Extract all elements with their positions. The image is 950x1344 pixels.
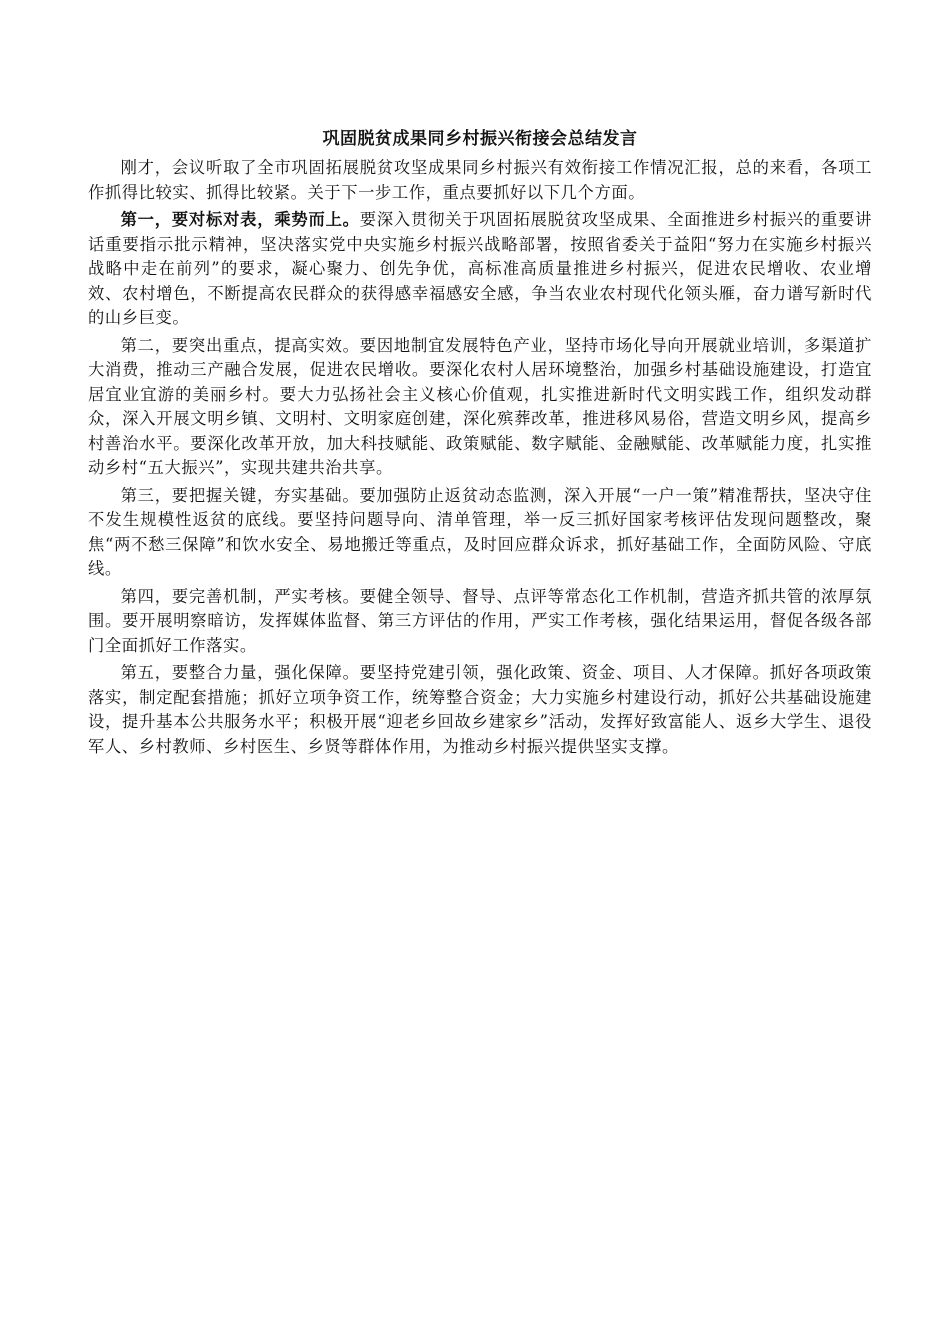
paragraph-fifth — [88, 661, 872, 759]
paragraph-text: 第二，要突出重点，提高实效。要因地制宜发展特色产业，坚持市场化导向开展就业培训，多渠道扩大消费，推动三产融合发展，促进农民增收。要深化农村人居环境整治，加强乡村基础设施建设，打造宜居宜业宜游的美丽乡村。要大力弘扬社会主义核心价值观，扎实推进新时代文明实践工作，组织发动群众，深入开展文明乡镇、文明村、文明家庭创建，深化殡葬改革，推进移风易俗，营造文明乡风，提高乡村善治水平。要深化改革开放，加大科技赋能、政策赋能、数字赋能、金融赋能、改革赋能力度，扎实推动乡村“五大振兴”，实现共建共治共享。 — [88, 335, 872, 477]
paragraph-third — [88, 484, 872, 582]
document-page — [88, 128, 872, 762]
paragraph-fourth — [88, 585, 872, 659]
paragraph-first — [88, 208, 872, 331]
paragraph-second — [88, 334, 872, 481]
paragraph-text: 第四，要完善机制，严实考核。要健全领导、督导、点评等常态化工作机制，营造齐抓共管的浓厚氛围。要开展明察暗访，发挥媒体监督、第三方评估的作用，严实工作考核，强化结果运用，督促各级各部门全面抓好工作落实。 — [88, 586, 872, 655]
paragraph-text: 第三，要把握关键，夯实基础。要加强防止返贫动态监测，深入开展“一户一策”精准帮扶，坚决守住不发生规模性返贫的底线。要坚持问题导向、清单管理，举一反三抓好国家考核评估发现问题整改，聚焦“两不愁三保障”和饮水安全、易地搬迁等重点，及时回应群众诉求，抓好基础工作，全面防风险、守底线。 — [88, 485, 872, 578]
paragraph-text: 刚才，会议听取了全市巩固拓展脱贫攻坚成果同乡村振兴有效衔接工作情况汇报，总的来看，各项工作抓得比较实、抓得比较紧。关于下一步工作，重点要抓好以下几个方面。 — [88, 158, 872, 202]
document-title: 巩固脱贫成果同乡村振兴衔接会总结发言 — [322, 129, 638, 149]
paragraph-text: 要深入贯彻关于巩固拓展脱贫攻坚成果、全面推进乡村振兴的重要讲话重要指示批示精神，坚决落实党中央实施乡村振兴战略部署，按照省委关于益阳“努力在实施乡村振兴战略中走在前列”的要求，凝心聚力、创先争优，高标准高质量推进乡村振兴，促进农民增收、农业增效、农村增色，不断提高农民群众的获得感幸福感安全感，争当农业农村现代化领头雁，奋力谱写新时代的山乡巨变。 — [88, 210, 872, 327]
paragraph-lead: 第一，要对标对表，乘势而上。 — [120, 210, 360, 229]
paragraph-intro — [88, 156, 872, 205]
paragraph-text: 第五，要整合力量，强化保障。要坚持党建引领，强化政策、资金、项目、人才保障。抓好各项政策落实，制定配套措施；抓好立项争资工作，统筹整合资金；大力实施乡村建设行动，抓好公共基础设施建设，提升基本公共服务水平；积极开展“迎老乡回故乡建家乡”活动，发挥好致富能人、返乡大学生、退役军人、乡村教师、乡村医生、乡贤等群体作用，为推动乡村振兴提供坚实支撑。 — [88, 663, 872, 756]
